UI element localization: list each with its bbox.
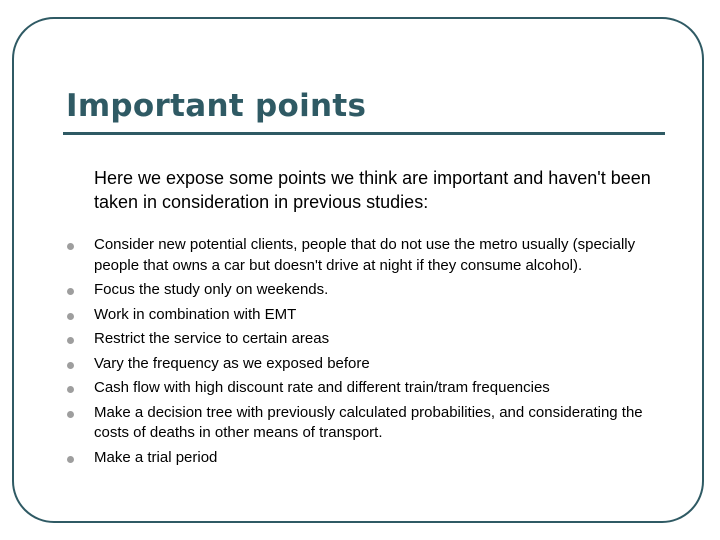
bullet-text: Vary the frequency as we exposed before xyxy=(94,354,370,372)
bullet-text: Restrict the service to certain areas xyxy=(94,330,330,347)
list-item xyxy=(94,280,674,301)
list-item xyxy=(94,305,674,326)
intro-paragraph: Here we expose some points we think are important and haven't been taken in consideration in previous studies: xyxy=(94,168,651,212)
bullet-icon xyxy=(67,411,74,418)
bullet-icon xyxy=(67,288,74,295)
bullet-text: Work in combination with EMT xyxy=(94,305,297,323)
bullet-icon xyxy=(67,243,74,250)
bullet-text: Cash flow with high discount rate and different train/tram frequencies xyxy=(94,379,550,396)
bullet-text: Make a decision tree with previously calculated probabilities, and considerating the costs of deaths in other means of transport. xyxy=(94,403,643,441)
bullet-text: Make a trial period xyxy=(94,448,218,466)
slide-title: Important points xyxy=(66,88,367,124)
bullet-icon xyxy=(67,362,74,369)
bullet-text: Focus the study only on weekends. xyxy=(94,281,329,298)
bullet-text: Consider new potential clients, people that do not use the metro usually (specially people that owns a car but doesn't drive at night if they consume alcohol). xyxy=(94,236,636,274)
list-item xyxy=(94,329,674,350)
bullet-icon xyxy=(67,337,74,344)
list-item xyxy=(94,378,674,399)
list-item xyxy=(94,235,674,276)
bullet-icon xyxy=(67,313,74,320)
bullet-list xyxy=(94,235,674,472)
bullet-icon xyxy=(67,456,74,463)
bullet-icon xyxy=(67,386,74,393)
list-item xyxy=(94,354,674,375)
list-item xyxy=(94,403,674,444)
list-item xyxy=(94,448,674,469)
title-divider xyxy=(63,132,665,135)
